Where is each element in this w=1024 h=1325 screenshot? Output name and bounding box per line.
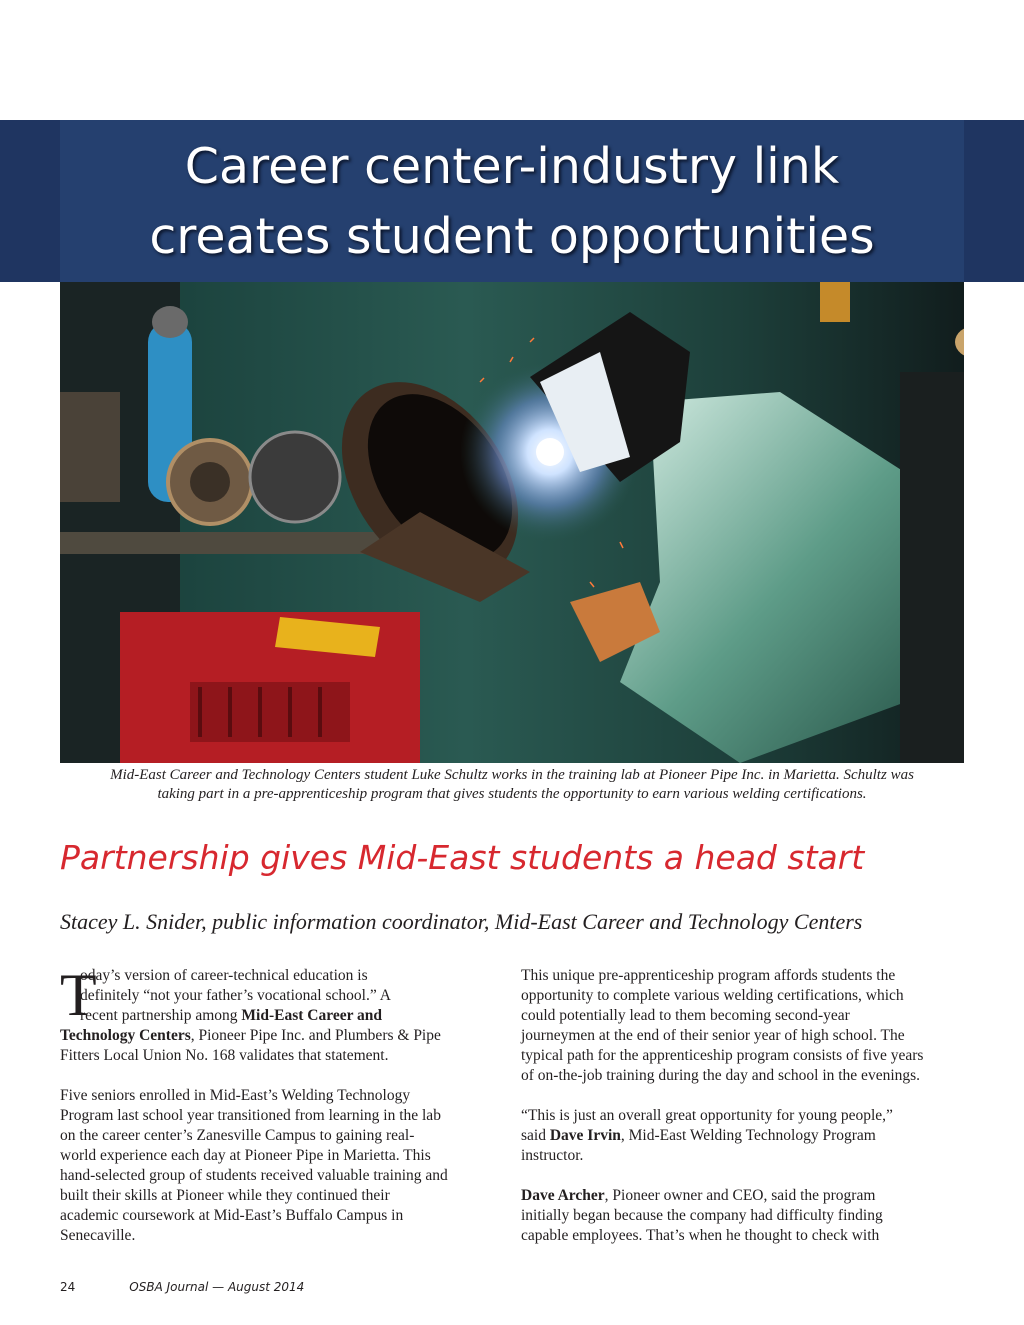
paragraph-archer xyxy=(521,1186,961,1246)
text-run: , Pioneer Pipe Inc. and Plumbers & Pipe xyxy=(190,1027,441,1044)
text-line: Fitters Local Union No. 168 validates that statement. xyxy=(60,1047,389,1064)
text-line: of on-the-job training during the day and school in the evenings. xyxy=(521,1067,921,1084)
text-line: journeymen at the end of their senior year of high school. The xyxy=(521,1027,905,1044)
text-run: said xyxy=(521,1127,550,1144)
text-line: could potentially lead to them becoming second-year xyxy=(521,1007,850,1024)
text-line: Five seniors enrolled in Mid-East’s Welding Technology xyxy=(60,1087,411,1104)
article-headline xyxy=(60,132,964,272)
bold-name: Mid-East Career and xyxy=(241,1007,383,1024)
text-line: world experience each day at Pioneer Pipe in Marietta. This xyxy=(60,1147,431,1164)
paragraph-quote xyxy=(521,1106,961,1166)
page-number: 24 xyxy=(60,1280,76,1294)
drop-cap: T xyxy=(60,962,97,1028)
bold-name: Technology Centers xyxy=(60,1027,191,1044)
headline-line-1: Career center-industry link xyxy=(184,138,840,195)
text-run: recent partnership among xyxy=(80,1007,242,1024)
text-line: Program last school year transitioned from learning in the lab xyxy=(60,1107,441,1124)
text-line xyxy=(60,1026,505,1046)
text-line: definitely “not your father’s vocational school.” A xyxy=(80,987,391,1004)
paragraph-program xyxy=(521,966,961,1086)
text-line: “This is just an overall great opportunity for young people,” xyxy=(521,1107,893,1124)
text-run: , Mid-East Welding Technology Program xyxy=(620,1127,876,1144)
text-line: hand-selected group of students received valuable training and xyxy=(60,1167,448,1184)
text-line: academic coursework at Mid-East’s Buffalo Campus in xyxy=(60,1207,404,1224)
caption-line-2: taking part in a pre-apprenticeship program that gives students the opportunity to earn various welding certifications. xyxy=(157,786,867,802)
text-line: Senecaville. xyxy=(60,1227,136,1244)
text-line xyxy=(60,1006,505,1026)
text-line xyxy=(521,1126,961,1146)
text-line: built their skills at Pioneer while they continued their xyxy=(60,1187,390,1204)
text-line: instructor. xyxy=(521,1147,584,1164)
page-footer xyxy=(60,1280,304,1294)
bold-name: Dave Irvin xyxy=(549,1127,621,1144)
text-line: typical path for the apprenticeship program consists of five years xyxy=(521,1047,924,1064)
text-line: on the career center’s Zanesville Campus to gaining real- xyxy=(60,1127,415,1144)
text-line: capable employees. That’s when he thought to check with xyxy=(521,1227,880,1244)
text-line: initially began because the company had difficulty finding xyxy=(521,1207,883,1224)
welding-photo xyxy=(60,282,964,763)
paragraph-intro xyxy=(60,962,505,1066)
article-byline: Stacey L. Snider, public information coordinator, Mid-East Career and Technology Centers xyxy=(60,909,863,934)
text-line xyxy=(521,1186,961,1206)
text-line: opportunity to complete various welding certifications, which xyxy=(521,987,904,1004)
bold-name: Dave Archer xyxy=(521,1187,605,1204)
caption-line-1: Mid-East Career and Technology Centers student Luke Schultz works in the training lab at Pioneer Pipe Inc. in Marietta. Schultz was xyxy=(110,767,914,783)
headline-line-2: creates student opportunities xyxy=(149,208,875,265)
article-subhead: Partnership gives Mid-East students a head start xyxy=(60,838,865,877)
paragraph-seniors xyxy=(60,1086,505,1246)
left-column xyxy=(60,962,505,1266)
text-run: , Pioneer owner and CEO, said the program xyxy=(604,1187,876,1204)
right-column xyxy=(521,966,961,1266)
text-line: This unique pre-apprenticeship program affords students the xyxy=(521,967,896,984)
text-line: oday’s version of career-technical education is xyxy=(80,967,368,984)
photo-caption xyxy=(60,766,964,804)
publication-name: OSBA Journal — August 2014 xyxy=(129,1280,305,1294)
